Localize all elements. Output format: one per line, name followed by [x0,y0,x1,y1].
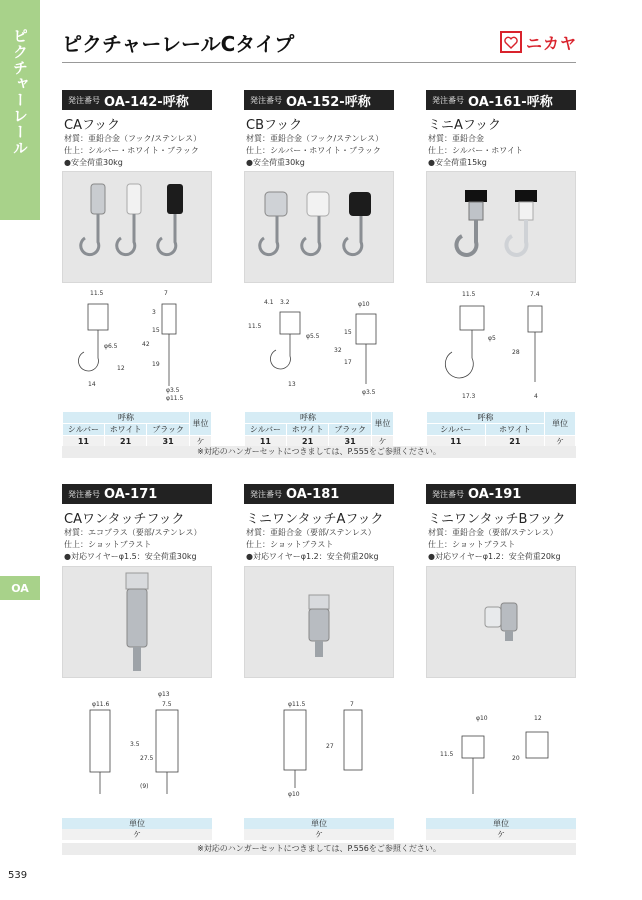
spec-finish: 仕上：シルバー・ホワイト・ブラック [246,146,381,155]
unit-value: ケ [62,829,212,840]
color-header: ホワイト [286,424,329,436]
spec-material: 材質：エコプラス（要部/ステンレス） [64,528,202,537]
brand-logo [500,30,577,54]
unit-header: 単位 [244,818,394,829]
product-photo-oa-181 [244,566,394,678]
product-photo-oa-171 [62,566,212,678]
dim-label: 3.5 [130,741,140,748]
unit-table-oa-171 [62,818,212,840]
dim-label: φ3.5 [362,389,376,396]
nominal-value: 21 [286,436,329,448]
dim-label: 4.1 [264,299,274,306]
title-divider [62,62,576,63]
nominal-value: 11 [63,436,105,448]
nominal-value: 31 [329,436,372,448]
dim-label: φ10 [476,715,488,722]
product-oa-191 [426,484,576,563]
spec-finish: 仕上：ショットブラスト [246,540,334,549]
unit-value: ケ [426,829,576,840]
dim-label: 19 [152,361,160,368]
dim-label: 17.3 [462,393,476,400]
dim-label: (9) [140,783,149,790]
color-header: シルバー [245,424,287,436]
spec-material: 材質：亜鉛合金 [428,134,484,143]
dimension-drawing-oa-142 [62,286,212,401]
dimension-drawing-oa-181 [244,684,394,799]
dim-label: φ11.5 [288,701,306,708]
dim-label: 20 [512,755,520,762]
mini-onetouch-b-hook-image [485,603,517,641]
dimension-drawing-oa-191 [426,684,576,799]
dim-label: 12 [534,715,542,722]
unit-header: 単位 [371,412,393,436]
dim-label: 12 [117,365,125,372]
dim-label: 11.5 [462,291,476,298]
dim-label: φ10 [358,301,370,308]
spec-load: ●対応ワイヤーφ1.5：安全荷重30kg [64,552,197,561]
spec-load: ●対応ワイヤーφ1.2：安全荷重20kg [428,552,561,561]
dim-label: 7.5 [162,701,172,708]
product-photo-oa-152 [244,171,394,283]
page-number: 539 [8,870,28,881]
dim-label: 3.2 [280,299,290,306]
nominal-table-oa-142 [62,411,212,448]
order-code: OA-142-呼称 [104,94,189,110]
product-photo-oa-161 [426,171,576,283]
dim-label: 32 [334,347,342,354]
hook-white-image [117,184,141,255]
product-photo-oa-191 [426,566,576,678]
mini-onetouch-a-hook-image [309,595,329,657]
nominal-value: 11 [427,436,486,448]
order-prefix: 発注番号 [432,489,464,499]
dim-label: φ6.5 [104,343,118,350]
order-number-bar [62,484,212,504]
dim-label: φ10 [288,791,300,798]
product-oa-171 [62,484,212,563]
order-code: OA-161-呼称 [468,94,553,110]
spec-load: ●対応ワイヤーφ1.2：安全荷重20kg [246,552,379,561]
dim-label: 15 [152,327,160,334]
dim-label: 4 [534,393,538,400]
side-category-tab [0,0,40,220]
unit-value: ケ [545,436,576,448]
hook-silver-image [456,190,487,255]
dim-label: 17 [344,359,352,366]
order-code: OA-152-呼称 [286,94,371,110]
hook-black-image [158,184,183,255]
spec-load: ●安全荷重30kg [246,158,305,167]
page-title: ピクチャーレールCタイプ [62,32,295,56]
color-header: ホワイト [104,424,147,436]
spec-load: ●安全荷重30kg [64,158,123,167]
hook-black-image [344,192,371,255]
hook-white-image [302,192,329,255]
order-number-bar [244,484,394,504]
order-prefix: 発注番号 [250,95,282,105]
dim-label: 27 [326,743,334,750]
dim-label: 7 [164,290,168,297]
product-oa-181 [244,484,394,563]
order-prefix: 発注番号 [432,95,464,105]
dim-label: φ5.5 [306,333,320,340]
dim-label: φ11.5 [166,395,184,401]
nominal-header: 呼称 [427,412,545,424]
product-name: CAフック [64,118,121,133]
product-name: CAワンタッチフック [64,512,185,527]
unit-value: ケ [244,829,394,840]
unit-header: 単位 [62,818,212,829]
unit-value: ケ [371,436,393,448]
dim-label: 13 [288,381,296,388]
nominal-table-oa-152 [244,411,394,448]
order-code: OA-191 [468,486,522,502]
dim-label: 3 [152,309,156,316]
spec-finish: 仕上：ショットブラスト [64,540,152,549]
order-code: OA-171 [104,486,158,502]
color-header: ブラック [147,424,190,436]
brand-logo-text: ニカヤ [526,33,578,53]
unit-table-oa-181 [244,818,394,840]
product-name: CBフック [246,118,303,133]
dimension-drawing-oa-171 [62,684,212,799]
unit-header: 単位 [426,818,576,829]
order-prefix: 発注番号 [250,489,282,499]
spec-material: 材質：亜鉛合金（フック/ステンレス） [246,134,384,143]
dim-label: φ3.5 [166,387,180,394]
unit-header: 単位 [189,412,211,436]
color-header: シルバー [63,424,105,436]
product-name: ミニワンタッチBフック [428,512,566,527]
heart-logo-icon [500,31,522,53]
spec-finish: 仕上：ショットブラスト [428,540,516,549]
product-oa-152 [244,90,394,169]
order-number-bar [244,90,394,110]
order-prefix: 発注番号 [68,489,100,499]
product-name: ミニAフック [428,118,501,133]
order-number-bar [426,90,576,110]
hook-white-image [506,190,537,255]
dim-label: φ13 [158,691,170,698]
hook-silver-image [260,192,287,255]
unit-value: ケ [189,436,211,448]
dim-label: 11.5 [440,751,454,758]
product-photo-oa-142 [62,171,212,283]
dim-label: 7 [350,701,354,708]
dim-label: 11.5 [248,323,262,330]
spec-material: 材質：亜鉛合金（要部/ステンレス） [246,528,376,537]
onetouch-hook-image [126,573,148,671]
spec-finish: 仕上：シルバー・ホワイト・ブラック [64,146,199,155]
unit-table-oa-191 [426,818,576,840]
dim-label: 27.5 [140,755,154,762]
dim-label: 14 [88,381,96,388]
nominal-header: 呼称 [245,412,372,424]
dim-label: 42 [142,341,150,348]
dim-label: 15 [344,329,352,336]
hook-silver-image [81,184,105,255]
section-tab-oa: OA [0,576,40,600]
side-category-label: ピクチャーレール [11,28,29,156]
color-header: ブラック [329,424,372,436]
dimension-drawing-oa-152 [244,286,394,401]
hanger-set-note-top: ※対応のハンガーセットにつきましては、P.555をご参照ください。 [62,446,576,458]
nominal-table-oa-161 [426,411,576,448]
product-name: ミニワンタッチAフック [246,512,384,527]
dim-label: 28 [512,349,520,356]
order-number-bar [62,90,212,110]
unit-header: 単位 [545,412,576,436]
spec-load: ●安全荷重15kg [428,158,487,167]
nominal-value: 21 [485,436,545,448]
dim-label: 7.4 [530,291,540,298]
spec-finish: 仕上：シルバー・ホワイト [428,146,523,155]
nominal-value: 21 [104,436,147,448]
hanger-set-note-bottom: ※対応のハンガーセットにつきましては、P.556をご参照ください。 [62,843,576,855]
dim-label: 11.5 [90,290,104,297]
spec-material: 材質：亜鉛合金（要部/ステンレス） [428,528,558,537]
order-prefix: 発注番号 [68,95,100,105]
order-code: OA-181 [286,486,340,502]
nominal-header: 呼称 [63,412,190,424]
dim-label: φ5 [488,335,496,342]
color-header: シルバー [427,424,486,436]
dimension-drawing-oa-161 [426,286,576,401]
order-number-bar [426,484,576,504]
color-header: ホワイト [485,424,545,436]
product-oa-161 [426,90,576,169]
nominal-value: 31 [147,436,190,448]
dim-label: φ11.6 [92,701,110,708]
nominal-value: 11 [245,436,287,448]
product-oa-142 [62,90,212,169]
spec-material: 材質：亜鉛合金（フック/ステンレス） [64,134,202,143]
